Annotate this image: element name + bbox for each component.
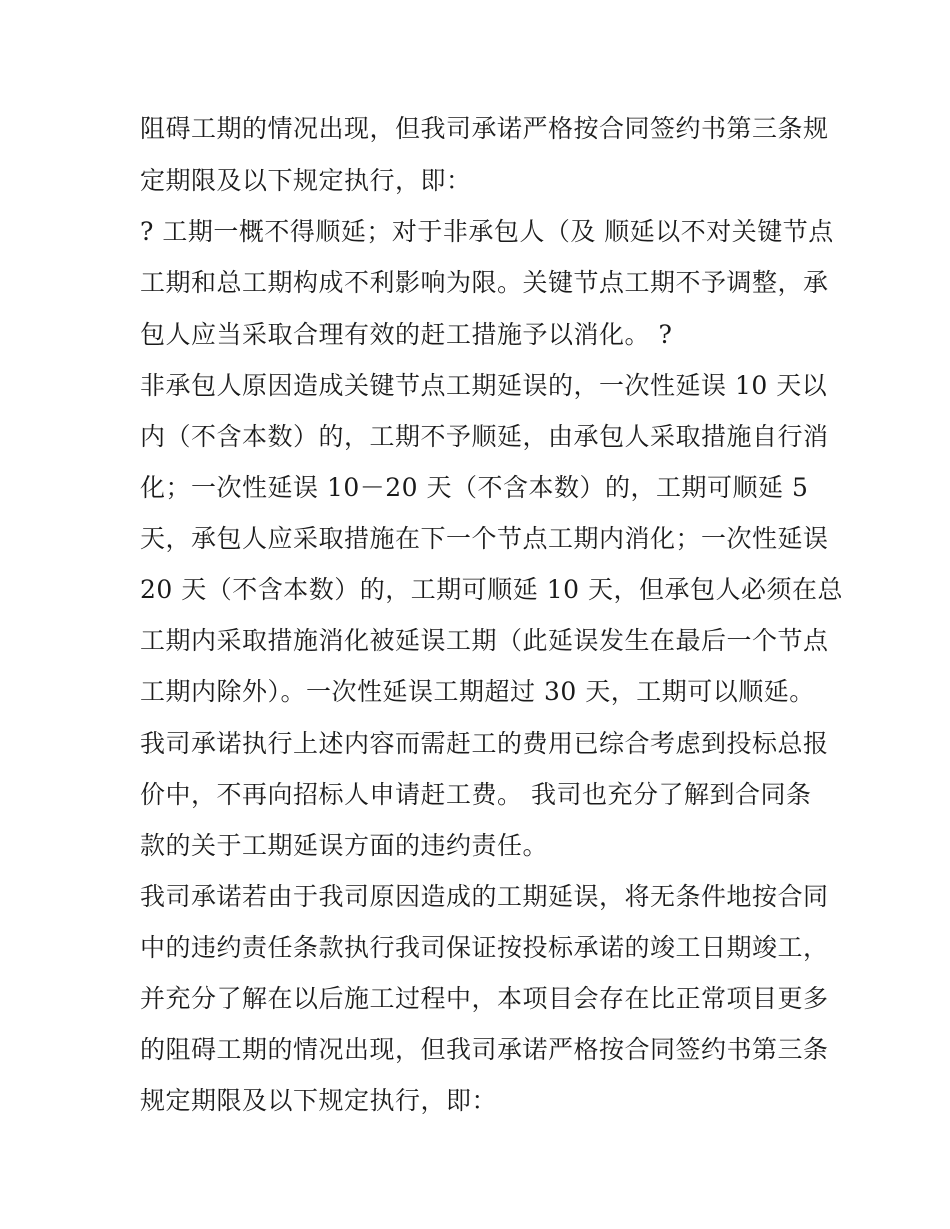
text-line: 化；一次性延误 10－20 天（不含本数）的，工期可顺延 5: [140, 473, 809, 502]
text-line: 并充分了解在以后施工过程中，本项目会存在比正常项目更多: [140, 984, 829, 1013]
text-line: 我司承诺执行上述内容而需赶工的费用已综合考虑到投标总报: [140, 729, 829, 758]
text-line: 内（不含本数）的，工期不予顺延，由承包人采取措施自行消: [140, 422, 829, 451]
text-line: 包人应当采取合理有效的赶工措施予以消化。 ?: [140, 320, 673, 349]
text-line: 定期限及以下规定执行，即：: [140, 166, 472, 195]
text-line: 工期和总工期构成不利影响为限。关键节点工期不予调整，承: [140, 268, 829, 297]
text-line: 款的关于工期延误方面的违约责任。: [140, 831, 549, 860]
text-line: 工期内除外）。一次性延误工期超过 30 天，工期可以顺延。: [140, 677, 815, 706]
text-line: 中的违约责任条款执行我司保证按投标承诺的竣工日期竣工，: [140, 933, 829, 962]
text-line: 我司承诺若由于我司原因造成的工期延误，将无条件地按合同: [140, 882, 829, 911]
text-line: 工期内采取措施消化被延误工期（此延误发生在最后一个节点: [140, 626, 829, 655]
text-line: 天，承包人应采取措施在下一个节点工期内消化；一次性延误: [140, 524, 829, 553]
text-line: ? 工期一概不得顺延；对于非承包人（及 顺延以不对关键节点: [140, 217, 834, 246]
text-line: 规定期限及以下规定执行，即：: [140, 1086, 498, 1115]
text-line: 非承包人原因造成关键节点工期延误的，一次性延误 10 天以: [140, 371, 828, 400]
text-line: 20 天（不含本数）的，工期可顺延 10 天，但承包人必须在总: [140, 575, 843, 604]
text-line: 阻碍工期的情况出现，但我司承诺严格按合同签约书第三条规: [140, 114, 829, 143]
text-line: 的阻碍工期的情况出现，但我司承诺严格按合同签约书第三条: [140, 1035, 829, 1064]
text-line: 价中，不再向招标人申请赶工费。 我司也充分了解到合同条: [140, 780, 812, 809]
